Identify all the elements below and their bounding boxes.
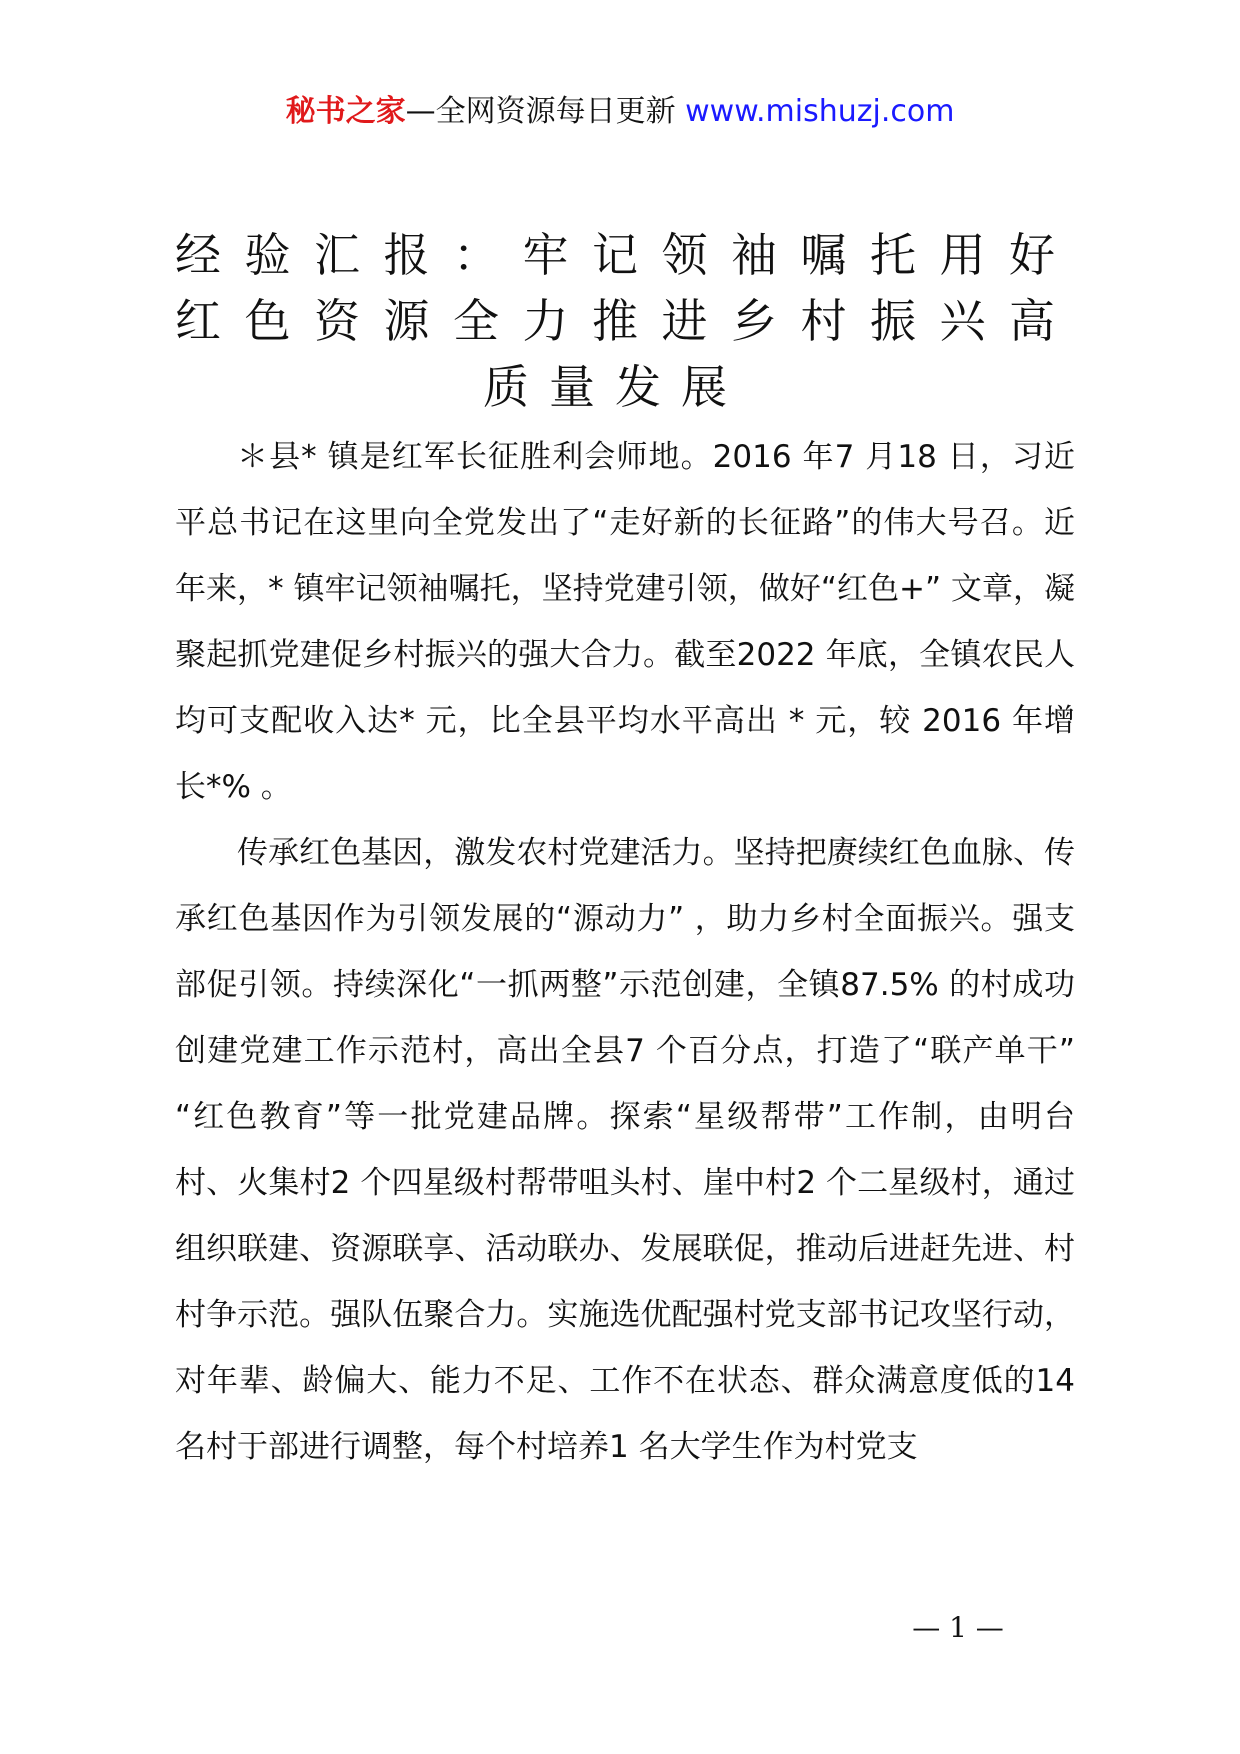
document-body [175,424,1075,1480]
header-url-link[interactable]: www.mishuzj.com [685,94,955,129]
body-paragraph-2: 传承红色基因，激发农村党建活力。坚持把赓续红色血脉、传承红色基因作为引领发展的“源动力” ，助力乡村全面振兴。强支部促引领。持续深化“一抓两整”示范创建，全镇87.5% 的村成功创建党建工作示范村，高出全县7 个百分点，打造了“联产单干” “红色教育”等一批党建品牌。探索“星级帮带”工作制，由明台村、火集村2 个四星级村帮带咀头村、崖中村2 个二星级村，通过组织联建、资源联享、活动联办、发展联促，推动后进赶先进、村村争示范。强队伍聚合力。实施选优配强村党支部书记攻坚行动，对年辈、龄偏大、能力不足、工作不在状态、群众满意度低的14 名村于部进行调整，每个村培养1 名大学生作为村党支 [175,835,1075,1465]
document-title [175,222,1055,420]
header-brand: 秘书之家 [285,94,406,129]
header-tagline: —全网资源每日更新 [405,94,676,129]
title-line-3: 质量发展 [483,360,747,414]
title-line-1: 经验汇报：牢记领袖嘱托用好 [175,228,1055,282]
page-number [0,1608,1240,1648]
site-header [0,92,1240,132]
body-paragraph-1: ＊县* 镇是红军长征胜利会师地。2016 年7 月18 日，习近平总书记在这里向全党发出了“走好新的长征路”的伟大号召。近年来，* 镇牢记领袖嘱托，坚持党建引领，做好“红色+” 文章，凝聚起抓党建促乡村振兴的强大合力。截至2022 年底，全镇农民人均可支配收入达* 元，比全县平均水平高出 * 元，较 2016 年增长*% 。 [175,439,1075,805]
page-number-label: — 1 — [912,1611,1004,1644]
title-line-2: 红色资源全力推进乡村振兴高 [175,294,1055,348]
